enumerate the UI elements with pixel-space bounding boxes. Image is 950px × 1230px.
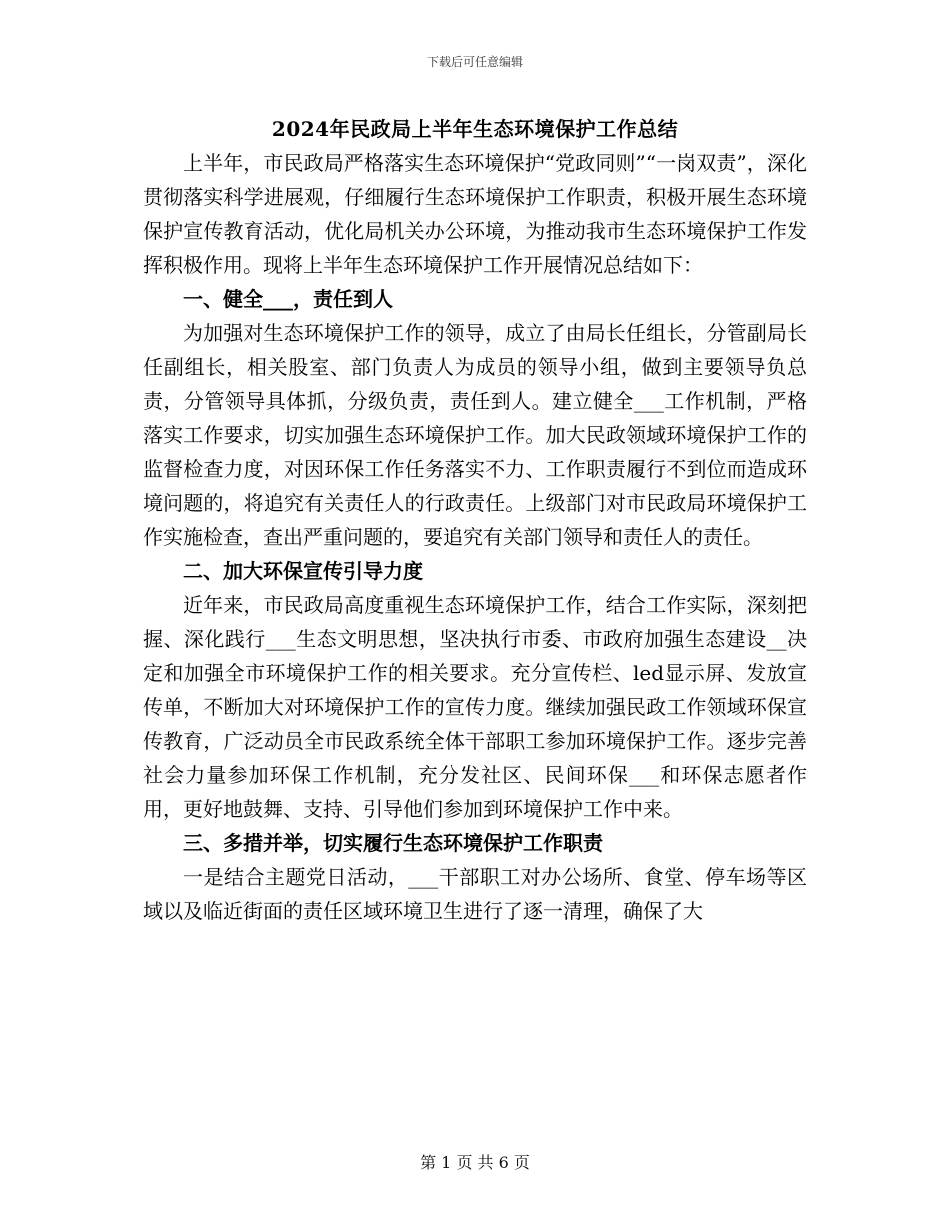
section-1-paragraph: 为加强对生态环境保护工作的领导，成立了由局长任组长，分管副局长任副组长，相关股室、部门负责人为成员的领导小组，做到主要领导负总责，分管领导具体抓，分级负责，责任到人。建立健全___工作机制，严格落实工作要求，切实加强生态环境保护工作。加大民政领域环境保护工作的监督检查力度，对因环保工作任务落实不力、工作职责履行不到位而造成环境问题的，将追究有关责任人的行政责任。上级部门对市民政局环境保护工作实施检查，查出严重问题的，要追究有关部门领导和责任人的责任。 [143, 321, 807, 549]
section-2-paragraph: 近年来，市民政局高度重视生态环境保护工作，结合工作实际，深刻把握、深化践行___生态文明思想，坚决执行市委、市政府加强生态建设__决定和加强全市环境保护工作的相关要求。充分宣传栏、led显示屏、发放宣传单，不断加大对环境保护工作的宣传力度。继续加强民政工作领域环保宣传教育，广泛动员全市民政系统全体干部职工参加环境保护工作。逐步完善社会力量参加环保工作机制，充分发社区、民间环保___和环保志愿者作用，更好地鼓舞、支持、引导他们参加到环境保护工作中来。 [143, 593, 807, 821]
section-3-paragraph: 一是结合主题党日活动，___干部职工对办公场所、食堂、停车场等区域以及临近街面的责任区域环境卫生进行了逐一清理，确保了大 [143, 865, 807, 923]
section-1-heading: 一、健全___，责任到人 [183, 287, 393, 311]
section-2-heading: 二、加大环保宣传引导力度 [183, 559, 423, 583]
document-title: 2024年民政局上半年生态环境保护工作总结 [271, 117, 679, 141]
intro-paragraph: 上半年，市民政局严格落实生态环境保护“党政同则”“一岗双责”，深化贯彻落实科学进展观，仔细履行生态环境保护工作职责，积极开展生态环境保护宣传教育活动，优化局机关办公环境，为推动我市生态环境保护工作发挥积极作用。现将上半年生态环境保护工作开展情况总结如下： [143, 151, 807, 277]
page-number: 第 1 页 共 6 页 [420, 1153, 530, 1172]
page-header-note: 下载后可任意编辑 [426, 55, 523, 69]
section-3-heading: 三、多措并举，切实履行生态环境保护工作职责 [183, 831, 603, 855]
document-body [143, 146, 807, 928]
